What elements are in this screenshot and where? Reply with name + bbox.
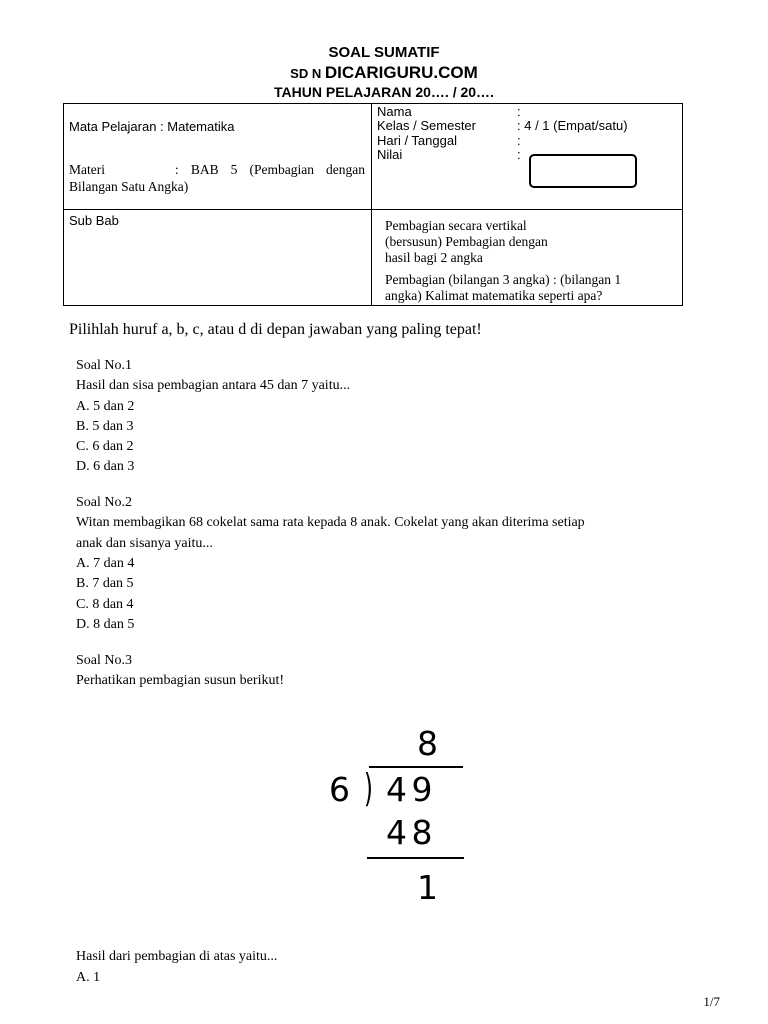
question-1-option-d[interactable]: D. 6 dan 3 <box>76 459 135 474</box>
document-title: SOAL SUMATIF <box>328 44 440 61</box>
sub-bab-line: Pembagian secara vertikal <box>385 218 527 233</box>
question-3-text: Perhatikan pembagian susun berikut! <box>76 673 285 688</box>
date-label: Hari / Tanggal <box>377 133 457 148</box>
question-3-title: Soal No.3 <box>76 653 132 668</box>
sub-bab-line: Pembagian (bilangan 3 angka) : (bilangan 1 <box>385 272 622 287</box>
division-bracket: ) <box>364 766 373 810</box>
question-3-prompt: Hasil dari pembagian di atas yaitu... <box>76 949 278 964</box>
school-prefix: SD N <box>290 66 325 81</box>
materi-value: : BAB 5 (Pembagian dengan <box>175 162 365 177</box>
sub-bab-label: Sub Bab <box>69 213 119 228</box>
division-remainder: 1 <box>417 868 438 907</box>
question-1-option-a[interactable]: A. 5 dan 2 <box>76 399 135 414</box>
division-top-line <box>369 766 463 768</box>
school-name-text: DICARIGURU.COM <box>324 63 478 82</box>
sub-bab-content <box>372 210 683 306</box>
date-field[interactable]: : <box>517 133 521 148</box>
question-2-title: Soal No.2 <box>76 495 132 510</box>
grade-label: Nilai <box>377 147 403 162</box>
grade-box[interactable] <box>529 154 637 188</box>
question-3-option-a[interactable]: A. 1 <box>76 970 101 985</box>
division-quotient: 8 <box>417 724 438 763</box>
instruction-text: Pilihlah huruf a, b, c, atau d di depan jawaban yang paling tepat! <box>69 321 482 338</box>
name-label: Nama <box>377 104 412 119</box>
materi-value-cont: Bilangan Satu Angka) <box>69 179 189 194</box>
question-1-option-b[interactable]: B. 5 dan 3 <box>76 419 134 434</box>
question-1-title: Soal No.1 <box>76 358 132 373</box>
grade-colon: : <box>517 147 521 162</box>
division-product: 4 8 <box>386 813 433 852</box>
sub-bab-line: (bersusun) Pembagian dengan <box>385 234 548 249</box>
question-1-option-c[interactable]: C. 6 dan 2 <box>76 439 134 454</box>
sub-bab-line: angka) Kalimat matematika seperti apa? <box>385 288 603 303</box>
question-1-text: Hasil dan sisa pembagian antara 45 dan 7 yaitu... <box>76 378 351 393</box>
student-cell <box>372 104 683 210</box>
sub-bab-line: hasil bagi 2 angka <box>385 250 483 265</box>
materi-label: Materi <box>69 162 105 177</box>
school-year: TAHUN PELAJARAN 20…. / 20…. <box>274 84 494 100</box>
division-subtract-line <box>367 857 464 859</box>
school-name <box>0 63 768 83</box>
question-2-option-d[interactable]: D. 8 dan 5 <box>76 617 135 632</box>
division-divisor: 6 <box>329 770 350 809</box>
subject-label: Mata Pelajaran : Matematika <box>69 119 235 134</box>
page-number: 1/7 <box>703 994 720 1009</box>
subject-cell <box>64 104 372 210</box>
name-field[interactable]: : <box>517 104 521 119</box>
question-2-option-a[interactable]: A. 7 dan 4 <box>76 556 135 571</box>
question-2-text: Witan membagikan 68 cokelat sama rata kepada 8 anak. Cokelat yang akan diterima setiap <box>76 515 585 530</box>
question-2-option-b[interactable]: B. 7 dan 5 <box>76 576 134 591</box>
division-dividend: 4 9 <box>386 770 433 809</box>
class-label: Kelas / Semester <box>377 118 476 133</box>
info-table <box>63 103 683 306</box>
question-2-option-c[interactable]: C. 8 dan 4 <box>76 597 134 612</box>
class-value: : 4 / 1 (Empat/satu) <box>517 118 628 133</box>
sub-bab-cell <box>64 210 372 306</box>
question-2-text-cont: anak dan sisanya yaitu... <box>76 536 213 551</box>
